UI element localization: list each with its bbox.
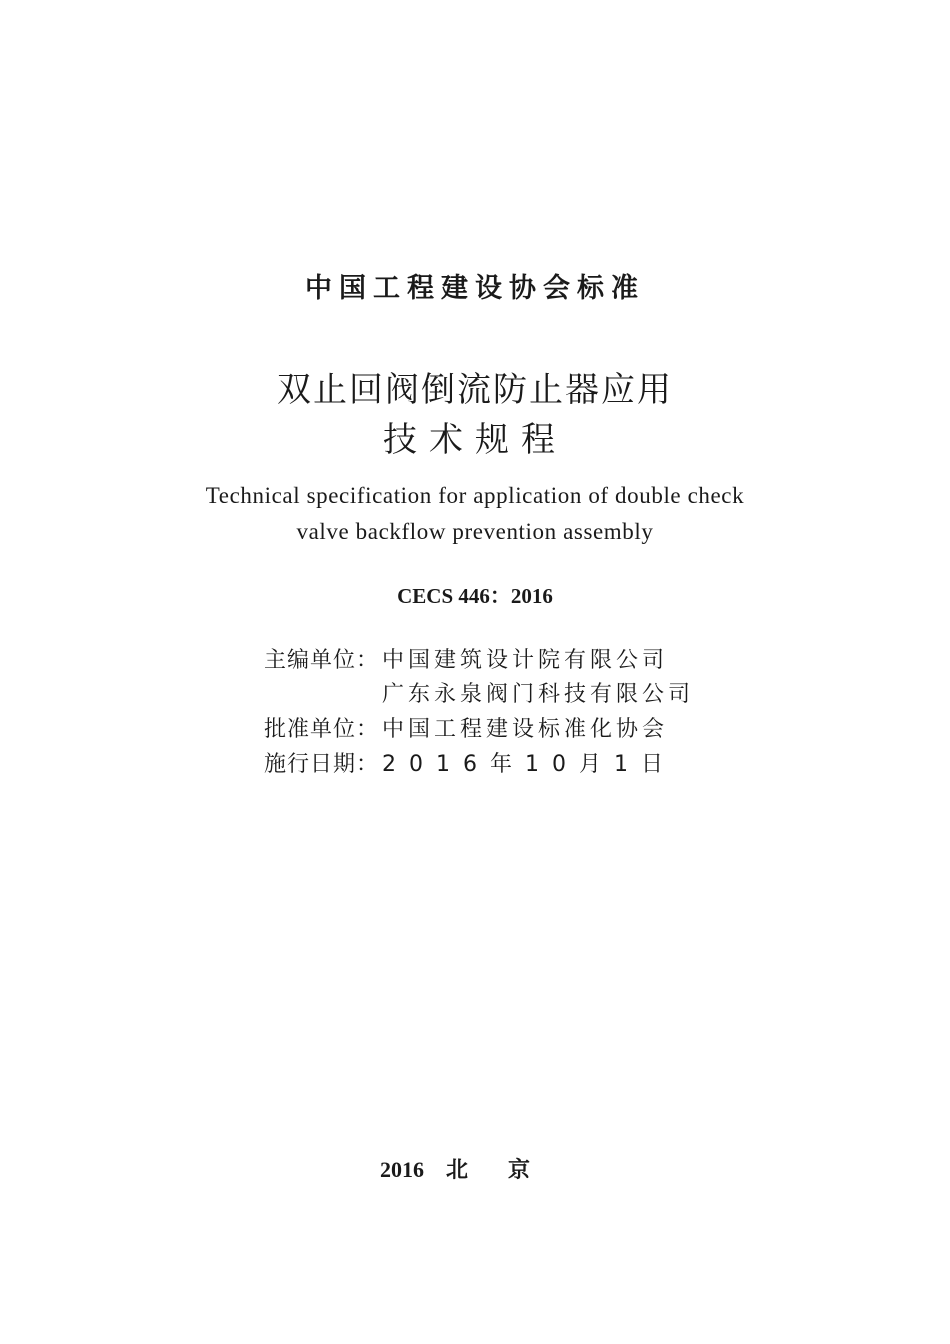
publication-city: 北京 bbox=[445, 1158, 570, 1183]
standard-code: CECS 446：2016 bbox=[397, 584, 553, 608]
chief-editor-unit-1: 中国建筑设计院有限公司 bbox=[382, 648, 669, 673]
chief-editor-row-2 bbox=[264, 677, 694, 708]
chief-editor-label: 主编单位： bbox=[264, 648, 380, 673]
english-title-line2: valve backflow prevention assembly bbox=[296, 519, 654, 544]
document-title-line2: 技术规程 bbox=[383, 420, 567, 460]
approval-label: 批准单位： bbox=[264, 717, 380, 742]
standard-series-heading: 中国工程建设协会标准 bbox=[305, 273, 645, 304]
document-title-line1: 双止回阀倒流防止器应用 bbox=[277, 370, 673, 410]
effective-date-row bbox=[264, 747, 676, 778]
chief-editor-unit-2: 广东永泉阀门科技有限公司 bbox=[382, 682, 695, 707]
approval-unit: 中国工程建设标准化协会 bbox=[382, 717, 669, 742]
english-title-line1: Technical specification for application of double check bbox=[205, 483, 745, 508]
publication-footer bbox=[0, 1153, 950, 1184]
approval-row bbox=[264, 712, 668, 743]
chief-editor-row bbox=[264, 643, 668, 674]
publication-year: 2016 bbox=[379, 1157, 424, 1182]
effective-date: 2016年10月1日 bbox=[382, 752, 676, 777]
effective-date-label: 施行日期： bbox=[264, 752, 380, 777]
